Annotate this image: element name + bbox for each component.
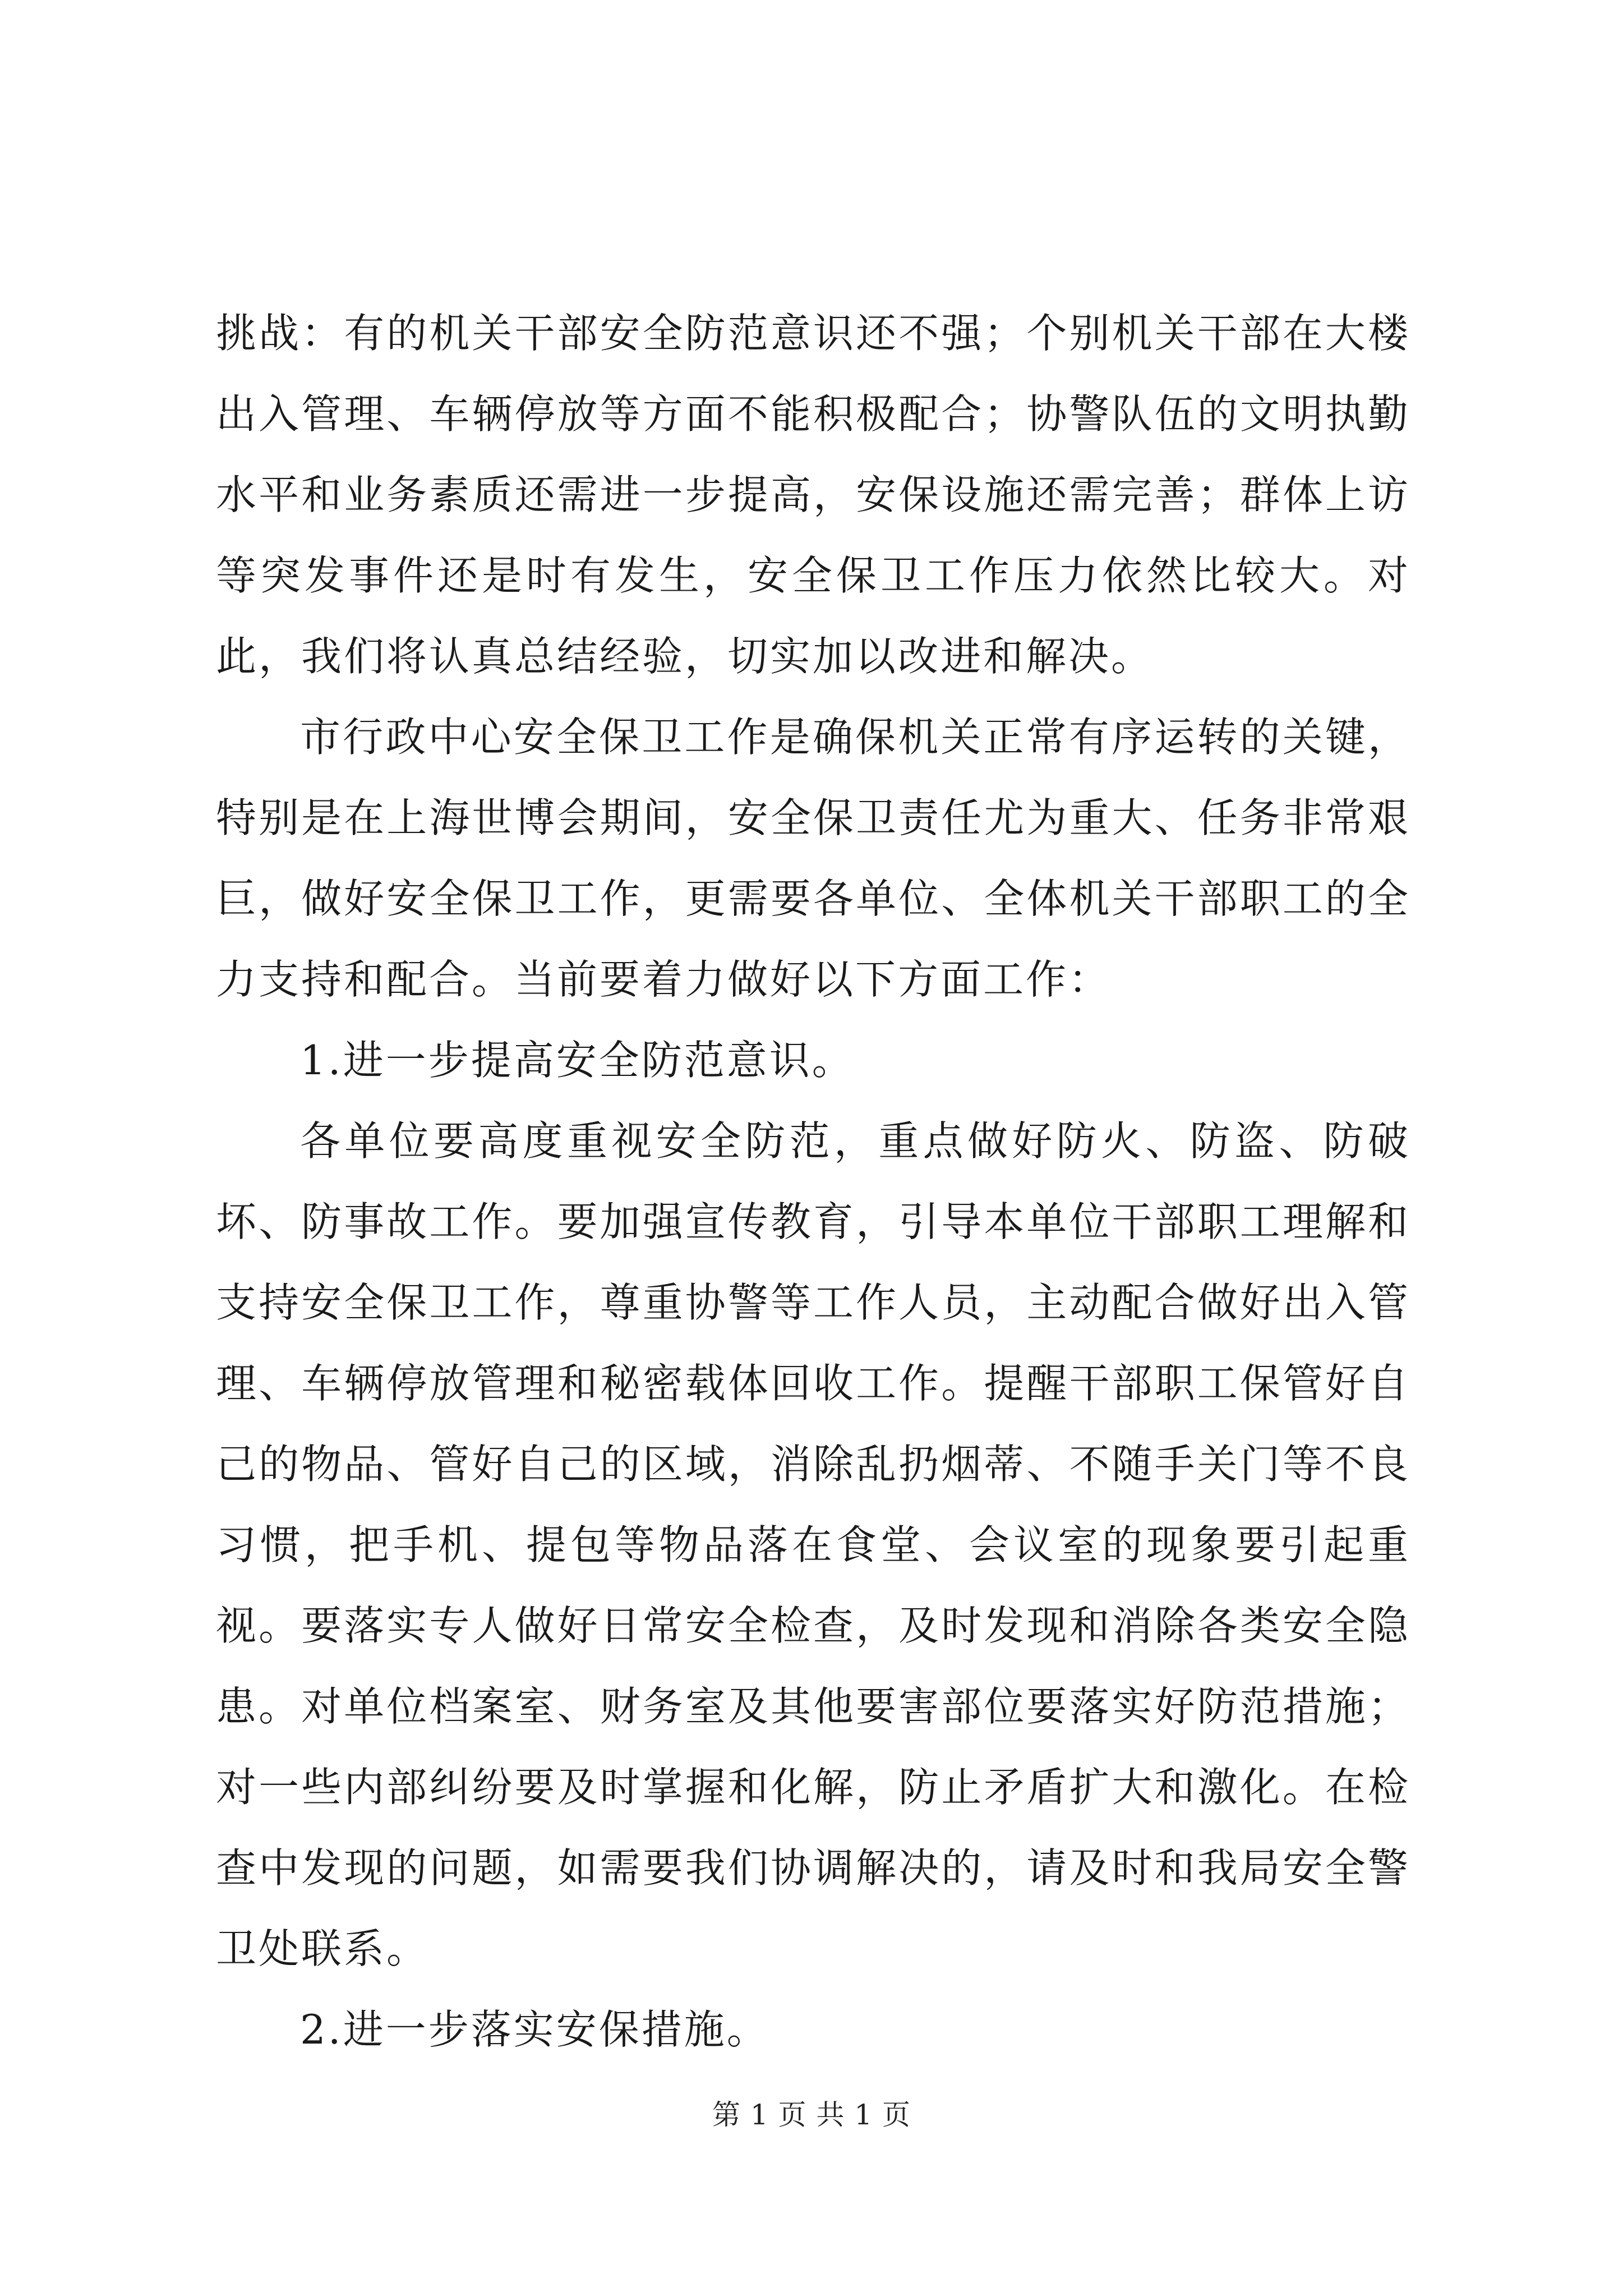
paragraph-security-work: 市行政中心安全保卫工作是确保机关正常有序运转的关键，特别是在上海世博会期间，安全保卫责任尤为重大、任务非常艰巨，做好安全保卫工作，更需要各单位、全体机关干部职工的全力支持和配合。当前要着力做好以下方面工作：	[216, 714, 1410, 1003]
section-heading-1: 1.进一步提高安全防范意识。	[300, 1037, 855, 1084]
document-body	[216, 293, 1410, 2070]
paragraph-challenges: 挑战：有的机关干部安全防范意识还不强；个别机关干部在大楼出入管理、车辆停放等方面不能积极配合；协警队伍的文明执勤水平和业务素质还需进一步提高，安保设施还需完善；群体上访等突发事件还是时有发生，安全保卫工作压力依然比较大。对此，我们将认真总结经验，切实加以改进和解决。	[216, 310, 1410, 680]
section-heading-2: 2.进一步落实安保措施。	[300, 2006, 769, 2053]
paragraph-prevention: 各单位要高度重视安全防范，重点做好防火、防盗、防破坏、防事故工作。要加强宣传教育，引导本单位干部职工理解和支持安全保卫工作，尊重协警等工作人员，主动配合做好出入管理、车辆停放管理和秘密载体回收工作。提醒干部职工保管好自己的物品、管好自己的区域，消除乱扔烟蒂、不随手关门等不良习惯，把手机、提包等物品落在食堂、会议室的现象要引起重视。要落实专人做好日常安全检查，及时发现和消除各类安全隐患。对单位档案室、财务室及其他要害部位要落实好防范措施；对一些内部纠纷要及时掌握和化解，防止矛盾扩大和激化。在检查中发现的问题，如需要我们协调解决的，请及时和我局安全警卫处联系。	[216, 1117, 1410, 1972]
page-footer: 第 1 页 共 1 页	[712, 2099, 911, 2131]
